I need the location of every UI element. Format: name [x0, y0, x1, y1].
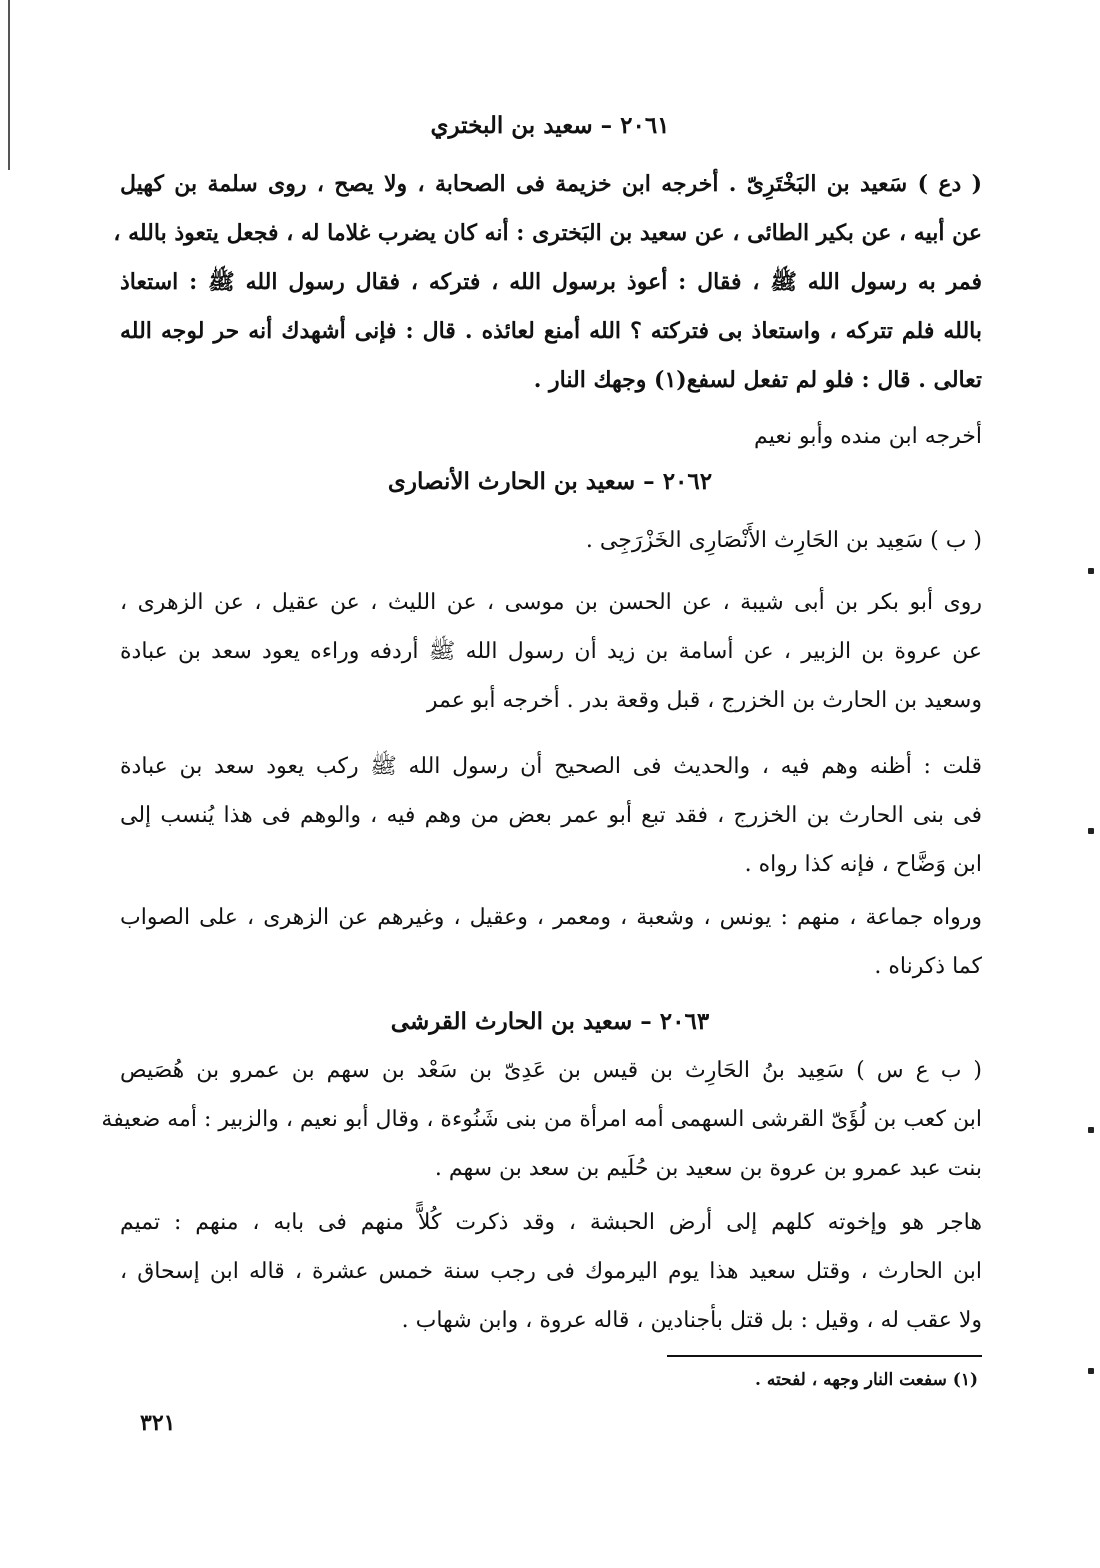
entry-paragraph	[120, 578, 982, 725]
text-line: ابن وَضَّاح ، فإنه كذا رواه .	[744, 852, 982, 877]
text-line: ( دع ) سَعيد بن البَخْتَرِىّ . أخرجه ابن خزيمة فى الصحابة ، ولا يصح ، روى سلمة بن كهيل	[120, 171, 982, 197]
text-line: ولا عقب له ، وقيل : بل قتل بأجنادين ، قاله عروة ، وابن شهاب .	[401, 1308, 982, 1333]
text-line: كما ذكرناه .	[874, 954, 982, 979]
text-line: ابن الحارث ، وقتل سعيد هذا يوم اليرموك فى رجب سنة خمس عشرة ، قاله ابن إسحاق ،	[120, 1259, 982, 1284]
edge-mark	[1088, 1127, 1094, 1133]
edge-mark	[1088, 828, 1094, 834]
text-line: وسعيد بن الحارث بن الخزرج ، قبل وقعة بدر . أخرجه أبو عمر	[426, 688, 982, 713]
text-line: ( ب ) سَعِيد بن الحَارِث الأَنْصَارِى الخَزْرَجِى .	[585, 528, 982, 553]
entry-paragraph	[120, 742, 982, 889]
text-line: هاجر هو وإخوته كلهم إلى أرض الحبشة ، وقد ذكرت كُلاًّ منهم فى بابه ، منهم : تميم	[120, 1210, 982, 1235]
entry-paragraph	[113, 160, 982, 405]
edge-mark	[1088, 1368, 1094, 1374]
entry-intro	[120, 516, 982, 565]
text-line: قلت : أظنه وهم فيه ، والحديث فى الصحيح أن رسول الله ﷺ ركب يعود سعد بن عبادة	[120, 754, 983, 779]
entry-heading: ٢٠٦١ – سعيد بن البختري	[430, 112, 670, 139]
footnote: (١) سفعت النار وجهه ، لفحته .	[755, 1370, 978, 1390]
text-line: بالله فلم تتركه ، واستعاذ بى فتركته ؟ الله أمنع لعائذه . قال : فإنى أشهدك أنه حر لوجه الله	[120, 318, 982, 344]
text-line: عن أبيه ، عن بكير الطائى ، عن سعيد بن البَخترى : أنه كان يضرب غلاما له ، فجعل يتعوذ بالله ،	[113, 220, 982, 246]
text-line: ورواه جماعة ، منهم : يونس ، وشعبة ، ومعمر ، وعقيل ، وغيرهم عن الزهرى ، على الصواب	[120, 905, 982, 930]
entry-heading: ٢٠٦٢ – سعيد بن الحارث الأنصارى	[387, 468, 713, 495]
text-line: عن عروة بن الزبير ، عن أسامة بن زيد أن رسول الله ﷺ أردفه وراءه يعود سعد بن عبادة	[120, 639, 982, 664]
text-line: فى بنى الحارث بن الخزرج ، فقد تبع أبو عمر بعض من وهم فيه ، والوهم فى هذا يُنسب إلى	[120, 803, 982, 828]
source-line: أخرجه ابن منده وأبو نعيم	[754, 424, 982, 449]
entry-paragraph	[120, 893, 982, 991]
page-number: ٣٢١	[140, 1410, 176, 1436]
text-line: ( ب ع س ) سَعِيد بنُ الحَارِث بن قيس بن عَدِىّ بن سَعْد بن سهم بن عمرو بن هُصَيص	[120, 1058, 982, 1083]
entry-paragraph	[120, 1198, 982, 1345]
scan-margin-line	[8, 0, 10, 170]
footnote-separator	[667, 1355, 982, 1357]
entry-heading: ٢٠٦٣ – سعيد بن الحارث القرشى	[390, 1008, 710, 1035]
text-line: فمر به رسول الله ﷺ ، فقال : أعوذ برسول الله ، فتركه ، فقال رسول الله ﷺ : استعاذ	[120, 269, 982, 295]
text-line: روى أبو بكر بن أبى شيبة ، عن الحسن بن موسى ، عن الليث ، عن عقيل ، عن الزهرى ،	[120, 590, 982, 615]
edge-mark	[1088, 568, 1094, 574]
entry-paragraph	[101, 1046, 982, 1193]
text-line: بنت عبد عمرو بن عروة بن سعيد بن حُلَيم بن سعد بن سهم .	[434, 1156, 982, 1181]
text-line: ابن كعب بن لُؤَىّ القرشى السهمى أمه امرأة من بنى شَنُوءة ، وقال أبو نعيم ، والزبير : أمه ضعيفة	[101, 1107, 982, 1132]
text-line: تعالى . قال : فلو لم تفعل لسفع(١) وجهك النار .	[533, 367, 982, 393]
